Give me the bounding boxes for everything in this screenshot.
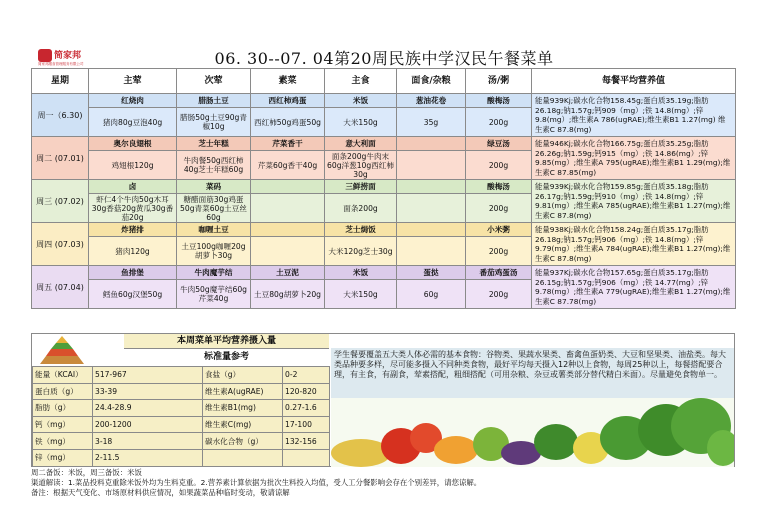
weekday-label: 周五 (07.04) [32, 266, 89, 309]
dish-ingredients: 糖醋面筋30g鸡蛋50g青菜60g土豆丝60g [177, 194, 251, 223]
dish-ingredients: 土豆100g咖喱20g胡萝卜30g [177, 237, 251, 266]
dish-name: 咖喱土豆 [177, 223, 251, 237]
dish-ingredients: 大米150g [325, 280, 397, 309]
nutrient-range: 120-820 [283, 383, 330, 400]
dish-ingredients: 猪肉80g豆泡40g [89, 108, 177, 137]
dish-ingredients: 土豆80g胡萝卜20g [251, 280, 325, 309]
menu-dish-row [32, 94, 736, 108]
dish-name [397, 223, 466, 237]
dish-name: 鱼排堡 [89, 266, 177, 280]
dish-name: 米饭 [325, 266, 397, 280]
header-nutrition: 每餐平均营养值 [532, 69, 736, 94]
weekday-label: 周四 (07.03) [32, 223, 89, 266]
nutrient-name: 脂肪（g） [33, 400, 93, 417]
nutrient-name: 维生素A(ugRAE) [203, 383, 283, 400]
weekday-label: 周二 (07.01) [32, 137, 89, 180]
dish-ingredients: 腊肠50g土豆90g青椒10g [177, 108, 251, 137]
dish-ingredients: 芹菜60g香干40g [251, 151, 325, 180]
dish-name: 酸梅汤 [466, 180, 532, 194]
reference-row [33, 416, 330, 433]
nutrient-range: 0.27-1.6 [283, 400, 330, 417]
dish-ingredients [251, 194, 325, 223]
dish-ingredients: 200g [466, 280, 532, 309]
reference-row [33, 400, 330, 417]
reference-row [33, 449, 330, 466]
nutrient-name: 蛋白质（g） [33, 383, 93, 400]
dish-name: 葱油花卷 [397, 94, 466, 108]
dish-name: 卤 [89, 180, 177, 194]
nutrition-summary: 能量939Kj;碳水化合物159.85g;蛋白质35.18g;脂肪26.17g;钠1.59g;钙910（mg）;铁 14.8(mg）;锌9.81(mg）;维生素A 785(ugRAE);维生素B1 1.27(mg);维生素C 87.8(mg) [532, 180, 736, 223]
nutrient-name: 钙（mg） [33, 416, 93, 433]
dish-name: 米饭 [325, 94, 397, 108]
dish-ingredients: 虾仁4个牛肉50g木耳30g香菇20g黄瓜30g番茄20g [89, 194, 177, 223]
dish-name: 芹菜香干 [251, 137, 325, 151]
nutrition-summary: 能量938Kj;碳水化合物158.24g;蛋白质35.17g;脂肪26.18g;钠1.57g;钙906（mg）;铁 14.8(mg）;锌9.79(mg）;维生素A 784(ugRAE);维生素B1 1.27(mg);维生素C 87.8(mg) [532, 223, 736, 266]
weekday-label: 周三 (07.02) [32, 180, 89, 223]
nutrient-name: 碳水化合物（g） [203, 433, 283, 450]
page-title: 06. 30--07. 04第20周民族中学汉民午餐菜单 [214, 49, 554, 68]
menu-dish-row [32, 223, 736, 237]
food-pyramid-icon [32, 334, 92, 366]
nutrient-name: 维生素B1(mg) [203, 400, 283, 417]
dish-name: 酸梅汤 [466, 94, 532, 108]
dish-ingredients: 200g [466, 151, 532, 180]
dish-name: 菜码 [177, 180, 251, 194]
dish-name: 炸猪排 [89, 223, 177, 237]
reference-spacer [92, 334, 124, 366]
dish-ingredients: 200g [466, 237, 532, 266]
dish-ingredients: 牛肉50g魔芋结60g芹菜40g [177, 280, 251, 309]
nutrient-range: 33-39 [93, 383, 203, 400]
nutrient-range: 17-100 [283, 416, 330, 433]
dish-name: 绿豆汤 [466, 137, 532, 151]
dish-name: 意大利面 [325, 137, 397, 151]
dish-ingredients: 60g [397, 280, 466, 309]
dish-ingredients: 鸡翅根120g [89, 151, 177, 180]
nutrient-range: 132-156 [283, 433, 330, 450]
reference-subtitle: 标准量参考 [124, 349, 329, 366]
reference-table [32, 366, 330, 467]
dish-name: 土豆泥 [251, 266, 325, 280]
dish-ingredients [397, 237, 466, 266]
nutrition-summary: 能量939Kj;碳水化合物158.45g;蛋白质35.19g;脂肪26.18g;钠1.57g;钙909（mg）;铁 14.8(mg）;锌9.8(mg）;维生素A 786(ugRAE);维生素B1 1.27(mg) 维生素C 87.8(mg) [532, 94, 736, 137]
nutrient-name: 食盐（g） [203, 367, 283, 384]
menu-header-row [32, 69, 736, 94]
dish-name: 牛肉魔芋结 [177, 266, 251, 280]
dish-name [251, 223, 325, 237]
nutrient-name: 维生素C(mg) [203, 416, 283, 433]
dish-name: 小米粥 [466, 223, 532, 237]
nutrient-range: 3-18 [93, 433, 203, 450]
dish-name: 芝士年糕 [177, 137, 251, 151]
dish-name: 西红柿鸡蛋 [251, 94, 325, 108]
dish-ingredients [251, 237, 325, 266]
menu-dish-row [32, 180, 736, 194]
dish-name: 蛋挞 [397, 266, 466, 280]
dish-name: 芝士焗饭 [325, 223, 397, 237]
nutrient-name [203, 449, 283, 466]
header-noodle-grain: 面食/杂粮 [397, 69, 466, 94]
dish-ingredients: 面条200g牛肉末60g洋葱10g西红柿30g [325, 151, 397, 180]
dish-ingredients: 面条200g [325, 194, 397, 223]
dish-ingredients: 西红柿50g鸡蛋50g [251, 108, 325, 137]
footer-line-2: 渠道解读：1.菜品投料克重除米饭外均为生料克重。2.营养素计算依据为批次生料投入均值，受人工分餐影响会存在个别差异，请您谅解。 [31, 478, 482, 487]
header-soup: 汤/粥 [466, 69, 532, 94]
nutrient-name: 锌（mg） [33, 449, 93, 466]
reference-row [33, 383, 330, 400]
nutrient-range: 200-1200 [93, 416, 203, 433]
vegetables-image [331, 398, 734, 467]
dish-name: 奥尔良翅根 [89, 137, 177, 151]
footer-line-1: 周二备饭：米饭，周三备饭：米饭 [31, 468, 142, 477]
nutrition-summary: 能量946Kj;碳水化合物166.75g;蛋白质35.25g;脂肪26.26g;钠1.59g;钙915（mg）;铁 14.86(mg）;锌9.85(mg）;维生素A 795(ugRAE);维生素B1 1.29(mg);维生素C 87.85(mg) [532, 137, 736, 180]
dish-ingredients: 200g [466, 194, 532, 223]
header-main-meat: 主荤 [89, 69, 177, 94]
nutrition-summary: 能量937Kj;碳水化合物157.65g;蛋白质35.17g;脂肪26.15g;钠1.57g;钙906（mg）;铁 14.77(mg）;锌9.78(mg）;维生素A 779(ugRAE);维生素B1 1.27(mg);维生素C 87.78(mg) [532, 266, 736, 309]
dish-ingredients: 大米120g芝士30g [325, 237, 397, 266]
dish-name: 三鲜捞面 [325, 180, 397, 194]
menu-dish-row [32, 266, 736, 280]
header-weekday: 星期 [32, 69, 89, 94]
dish-ingredients: 猪肉120g [89, 237, 177, 266]
dish-name [397, 137, 466, 151]
dish-name: 红烧肉 [89, 94, 177, 108]
header-staple: 主食 [325, 69, 397, 94]
menu-table [31, 68, 736, 309]
dish-name [251, 180, 325, 194]
header-vegetable: 素菜 [251, 69, 325, 94]
dish-ingredients: 鳕鱼60g汉堡50g [89, 280, 177, 309]
diet-note: 学生餐要覆盖五大类人体必需的基本食物：谷物类、果蔬水果类、畜禽鱼蛋奶类、大豆和坚果类、油盐类。每大类品种要多样，尽可能多摄入不同种类食物，最好平均每天摄入12种以上食物，每周25种以上，每餐搭配要合理，有主食，有副食，荤素搭配，粗细搭配（可用杂粮、杂豆或薯类部分替代精白米面）。尽量避免食物单一。 [331, 348, 734, 398]
nutrient-range: 24.4-28.9 [93, 400, 203, 417]
header-second-meat: 次荤 [177, 69, 251, 94]
nutrient-range: 0-2 [283, 367, 330, 384]
nutrient-name: 能量（KCAI） [33, 367, 93, 384]
nutrient-name: 铁（mg） [33, 433, 93, 450]
nutrient-range: 2-11.5 [93, 449, 203, 466]
dish-ingredients: 35g [397, 108, 466, 137]
reference-row [33, 367, 330, 384]
dish-name [397, 180, 466, 194]
nutrient-range [283, 449, 330, 466]
dish-ingredients [397, 194, 466, 223]
footer-line-3: 备注：根据天气变化、市场原材料供应情况，如果蔬菜品种临时变动，敬请谅解 [31, 488, 290, 497]
reference-row [33, 433, 330, 450]
nutrient-range: 517-967 [93, 367, 203, 384]
dish-ingredients: 牛肉餐50g西红柿40g芝士年糕60g [177, 151, 251, 180]
reference-title: 本周菜单平均营养摄入量 [124, 334, 329, 349]
dish-name: 番茄鸡蛋汤 [466, 266, 532, 280]
reference-section [31, 333, 735, 467]
dish-ingredients [397, 151, 466, 180]
logo-text: 简家邦 [54, 51, 82, 61]
weekday-label: 周一（6.30) [32, 94, 89, 137]
dish-ingredients: 200g [466, 108, 532, 137]
dish-name: 腊肠土豆 [177, 94, 251, 108]
dish-ingredients: 大米150g [325, 108, 397, 137]
menu-dish-row [32, 137, 736, 151]
logo-subtext: 简家邦膳食管理服务有限公司 [38, 62, 84, 66]
